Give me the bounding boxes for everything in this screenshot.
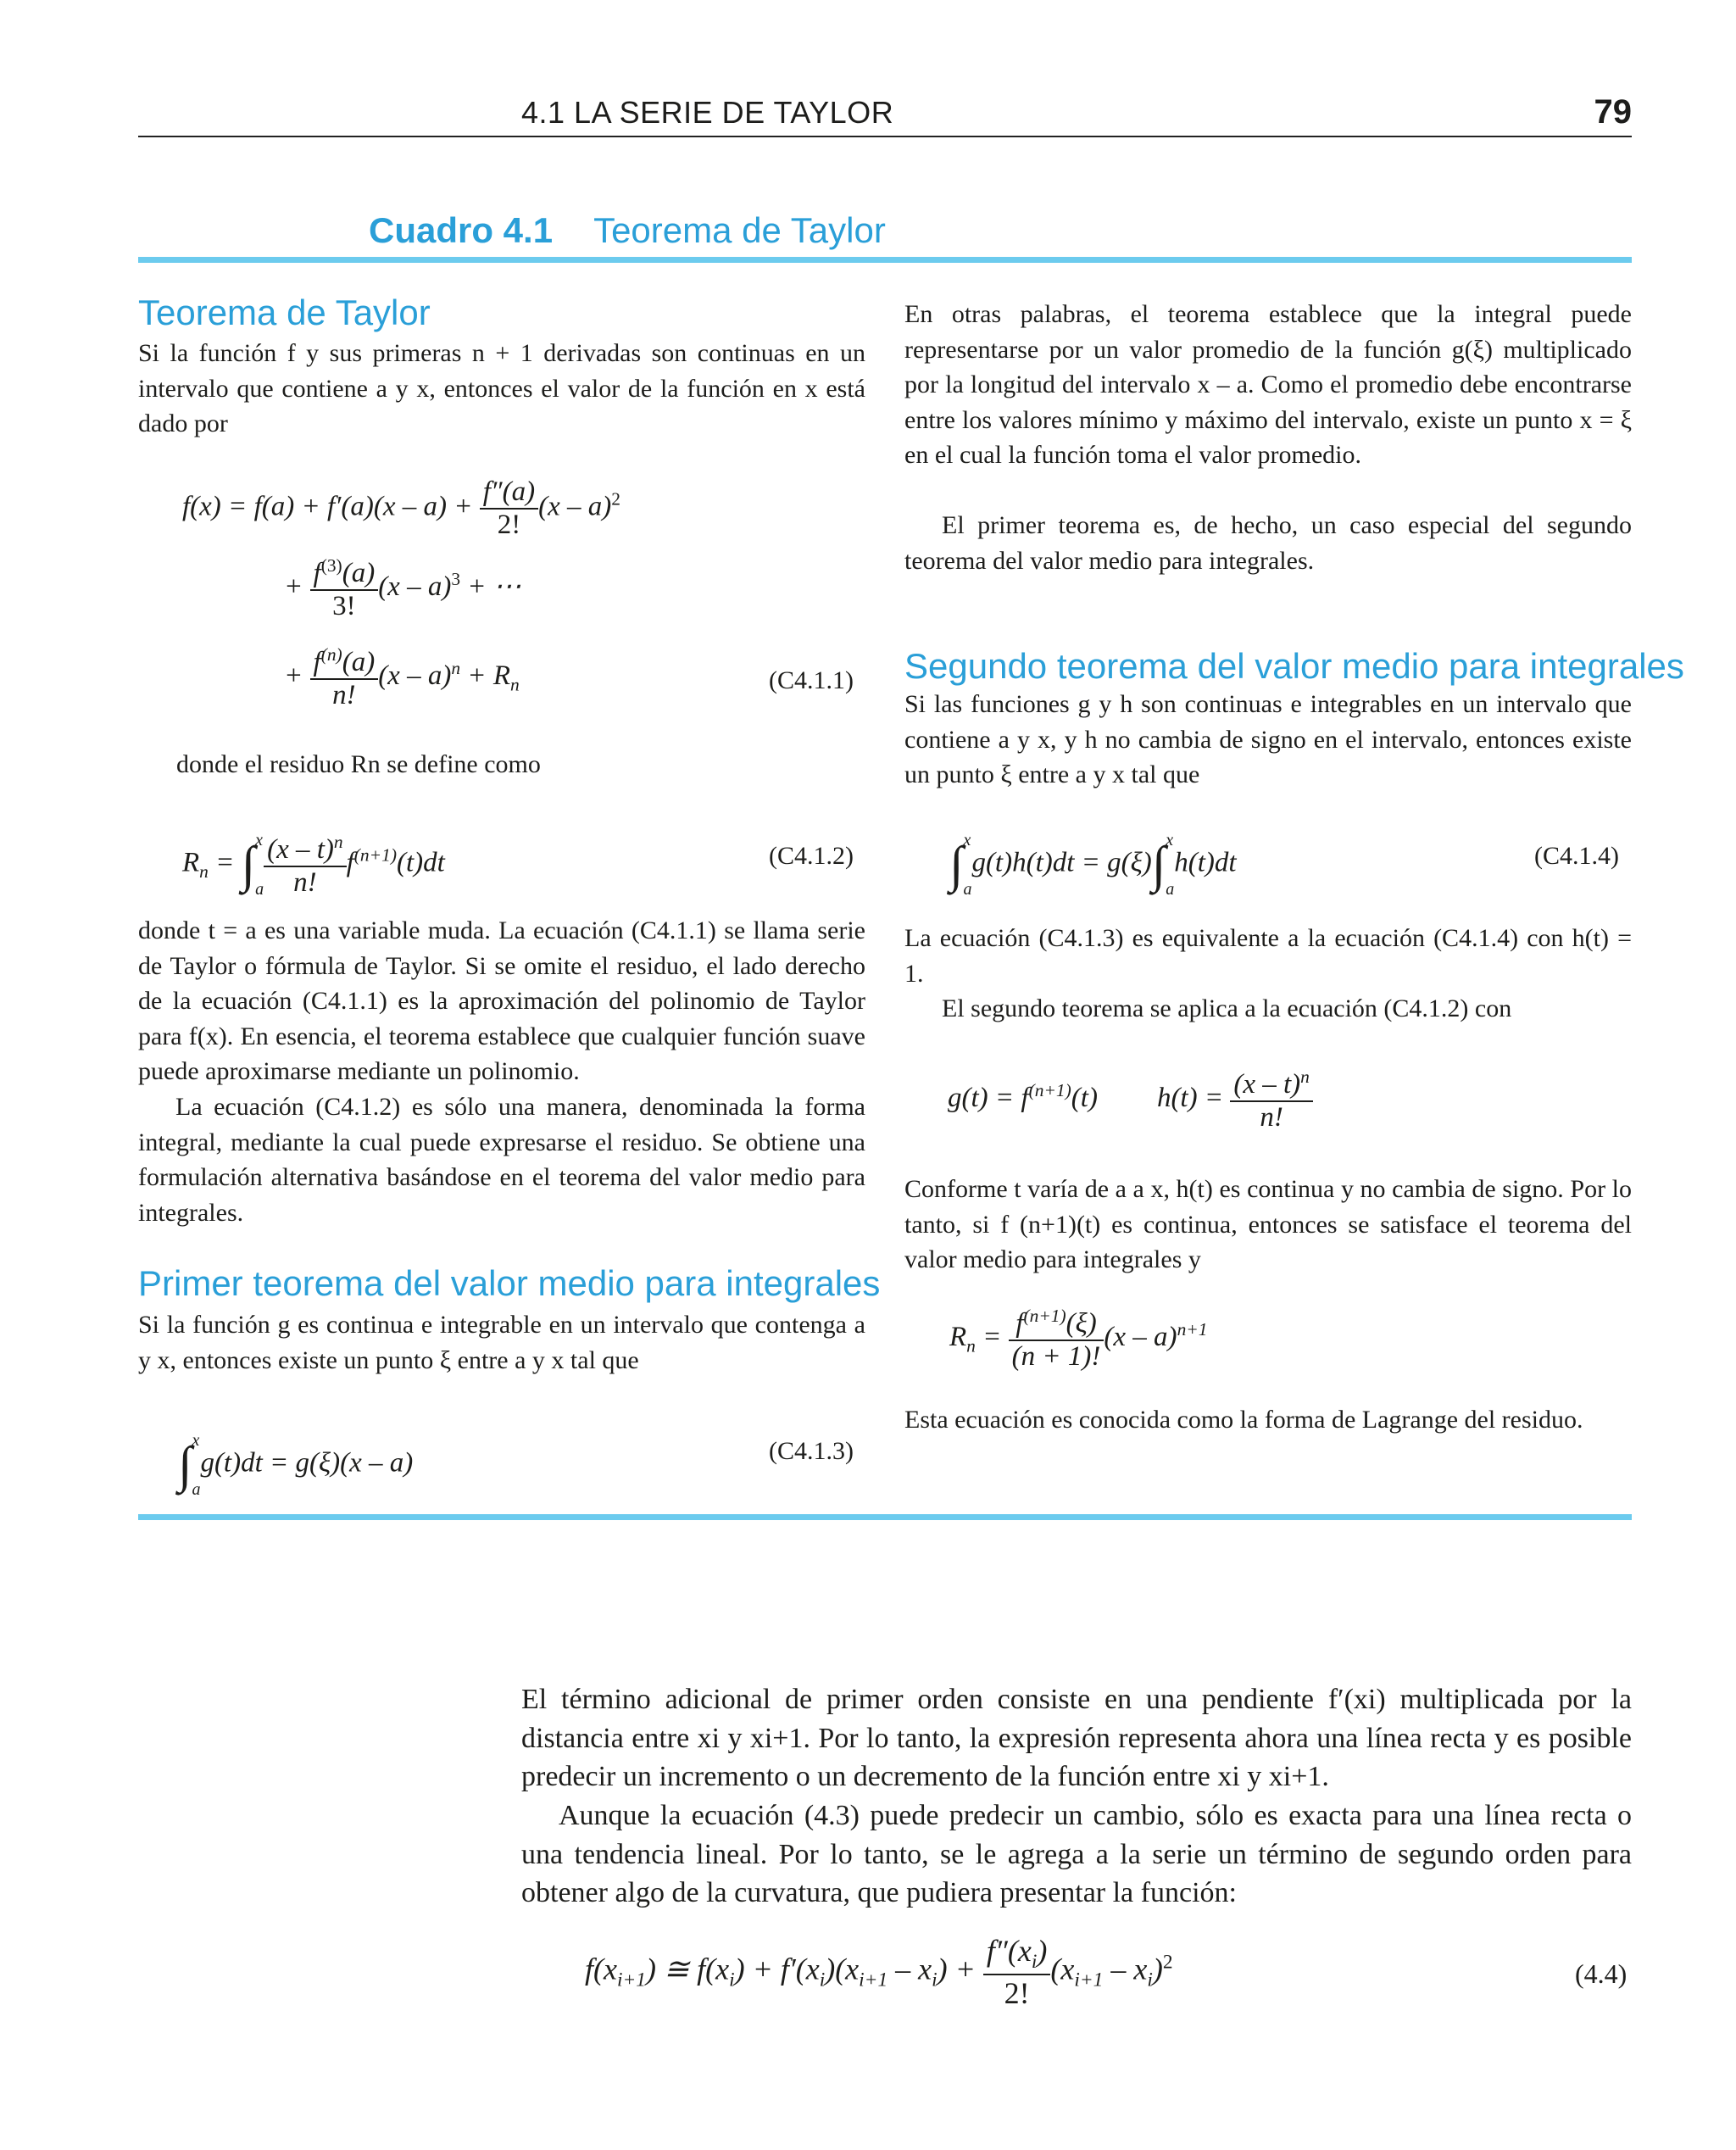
equation-c413: ∫ x a g(t)dt = g(ξ)(x – a) (178, 1431, 414, 1499)
equation-number-c412: (C4.1.2) (769, 842, 854, 870)
heading-teorema-taylor: Teorema de Taylor (138, 292, 431, 332)
main-paragraph-2: Aunque la ecuación (4.3) puede predecir un cambio, sólo es exacta para una línea recta o una tendencia lineal. Por lo tanto, se le agrega a la serie un término de segundo orden para obtener algo de la curvatura, que pudiera presentar la función: (521, 1800, 1632, 1908)
equation-number-c414: (C4.1.4) (1534, 842, 1619, 870)
heading-primer-teorema: Primer teorema del valor medio para integrales (138, 1263, 881, 1303)
equation-c411-line1: f(x) = f(a) + f′(a)(x – a) + $\frac{f''(a)}{2!}$ (x – a)$^2$ (182, 476, 621, 540)
equation-number-c413: (C4.1.3) (769, 1437, 854, 1465)
right-paragraph-1: En otras palabras, el teorema establece que la integral puede representarse por un valor promedio de la función g(ξ) multiplicado por la longitud del intervalo x – a. Como el promedio debe encontrarse entre los valores mínimo y máximo del intervalo, existe un punto x = ξ en el cual la función toma el valor promedio. (904, 300, 1632, 469)
box-subtitle: Teorema de Taylor (593, 210, 886, 250)
equation-number-c411: (C4.1.1) (769, 666, 854, 694)
heading-segundo-teorema: Segundo teorema del valor medio para integrales (904, 646, 1684, 686)
running-head: 4.1 LA SERIE DE TAYLOR (521, 95, 894, 130)
left-paragraph-2: donde t = a es una variable muda. La ecuación (C4.1.1) se llama serie de Taylor o fórmula de Taylor. Si se omite el residuo, el lado derecho de la ecuación (C4.1.1) es la aproximación del polinomio de Taylor para f(x). En esencia, el teorema establece que cualquier función suave puede aproximarse mediante un polinomio. (138, 916, 865, 1085)
left-paragraph-3: La ecuación (C4.1.2) es sólo una manera, denominada la forma integral, mediante la cual puede expresarse el residuo. Se obtiene una formulación alternativa basándose en el teorema del valor medio para integrales. (138, 1093, 865, 1227)
box-top-rule (138, 257, 1632, 263)
box-bottom-rule (138, 1514, 1632, 1520)
box-title (369, 210, 886, 251)
right-paragraph-5: El segundo teorema se aplica a la ecuación (C4.1.2) con (942, 994, 1512, 1022)
box-label: Cuadro 4.1 (369, 210, 554, 250)
right-paragraph-3: Si las funciones g y h son continuas e integrables en un intervalo que contiene a y x, y h no cambia de signo en el intervalo, entonces existe un punto ξ entre a y x tal que (904, 690, 1632, 788)
equation-g-h: $g(t) = f^{(n+1)}(t) h(t)$ = $\frac{(x - t)^n}{n!}$ (948, 1067, 1313, 1133)
equation-c414: ∫ x a g(t)h(t)dt = g(ξ)∫ x a h(t)dt (949, 831, 1237, 899)
equation-44: $f(x_{i+1})$ ≅ $f(x_i) + f'(x_i)(x_{i+1} - x_i)$ + $\frac{f''(x_i)}{2!}$ $(x_{i+1} - x_i)^2$ (585, 1934, 1173, 2011)
equation-number-44: (4.4) (1575, 1958, 1628, 1989)
left-paragraph-1: Si la función f y sus primeras n + 1 derivadas son continuas en un intervalo que contiene a y x, entonces el valor de la función en x está dado por (138, 339, 865, 437)
equation-lagrange: $R_n$ = $\frac{f^{(n+1)}(\xi)}{(n + 1)!}$ (x – a)$^{n+1}$ (949, 1306, 1208, 1372)
equation-c411-line2: + $\frac{f^{(3)}(a)}{3!}$ (x – a)$^3$ + ⋯ (284, 555, 521, 621)
right-paragraph-2: El primer teorema es, de hecho, un caso especial del segundo teorema del valor medio para integrales. (904, 511, 1632, 575)
header-rule (138, 136, 1632, 137)
equation-c412: $R_n$ = ∫ x a $\frac{(x - t)^n}{n!}$ $f^{(n+1)}(t)dt$ (182, 831, 445, 899)
right-paragraph-6: Conforme t varía de a a x, h(t) es continua y no cambia de signo. Por lo tanto, si f (n+1)(t) es continua, entonces se satisface el teorema del valor medio para integrales y (904, 1175, 1632, 1273)
main-paragraph-1: El término adicional de primer orden consiste en una pendiente f′(xi) multiplicada por la distancia entre xi y xi+1. Por lo tanto, la expresión representa ahora una línea recta y es posible predecir un incremento o un decremento de la función entre xi y xi+1. (521, 1684, 1632, 1792)
left-residuo-text: donde el residuo Rn se define como (176, 750, 541, 778)
left-paragraph-4: Si la función g es continua e integrable en un intervalo que contenga a y x, entonces existe un punto ξ entre a y x tal que (138, 1311, 865, 1374)
right-paragraph-7: Esta ecuación es conocida como la forma de Lagrange del residuo. (904, 1406, 1583, 1434)
right-paragraph-4: La ecuación (C4.1.3) es equivalente a la ecuación (C4.1.4) con h(t) = 1. (904, 924, 1632, 988)
page-number: 79 (1594, 93, 1632, 131)
equation-c411-line3: + $\frac{f^{(n)}(a)}{n!}$ $(x - a)^n + R_n$ (284, 644, 520, 710)
